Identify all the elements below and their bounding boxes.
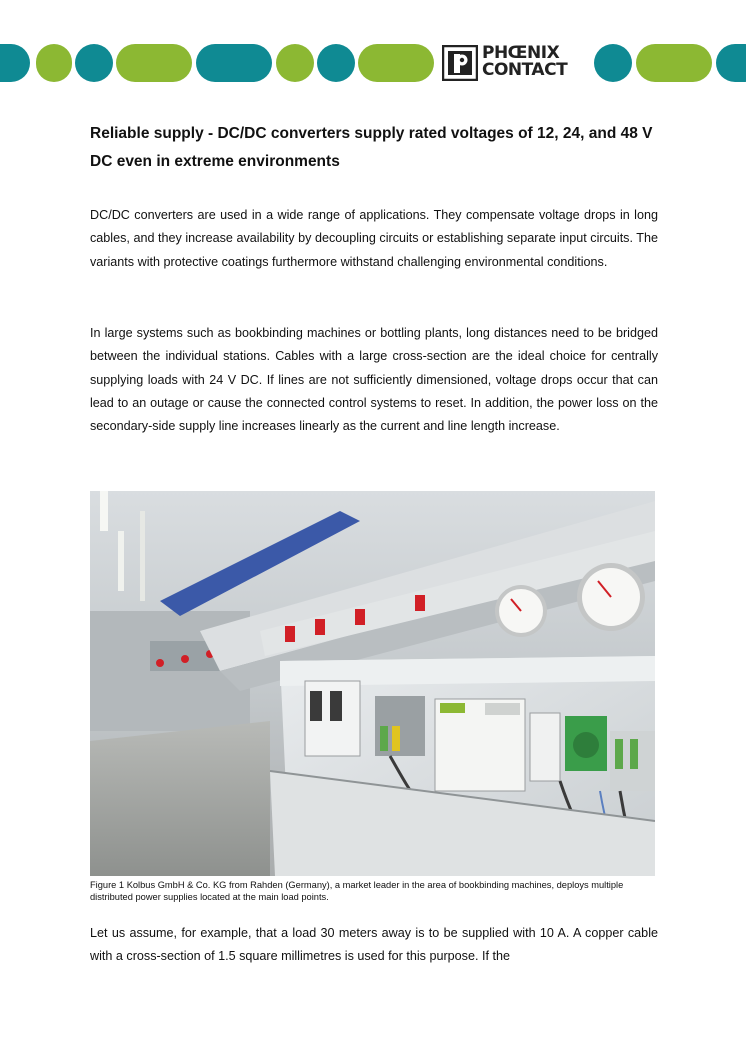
banner-pill: [196, 44, 272, 82]
banner-dot: [36, 44, 72, 82]
paragraph-1: DC/DC converters are used in a wide range of applications. They compensate voltage drops in long cables, and they increase availability by decoupling circuits or establishing separate input circuits. The variants with protective coatings furthermore withstand challenging environmental conditions.: [90, 208, 658, 269]
header-banner: [0, 44, 746, 84]
banner-pill: [116, 44, 192, 82]
banner-dot: [317, 44, 355, 82]
logo-wordmark: [482, 45, 567, 79]
banner-dot: [594, 44, 632, 82]
banner-dot: [0, 44, 30, 82]
banner-pill: [358, 44, 434, 82]
banner-dot: [276, 44, 314, 82]
figure-photo: [90, 491, 655, 876]
banner-dot: [75, 44, 113, 82]
logo-line-2: CONTACT: [482, 60, 568, 80]
banner-pill: [636, 44, 712, 82]
machine-photo-illustration: [90, 491, 655, 876]
paragraph-3: Let us assume, for example, that a load 30 meters away is to be supplied with 10 A. A copper cable with a cross-section of 1.5 square millimetres is used for this purpose. If the: [90, 926, 658, 964]
paragraph-2: In large systems such as bookbinding machines or bottling plants, long distances need to be bridged between the individual stations. Cables with a large cross-section are the ideal choice for centrally supplying loads with 24 V DC. If lines are not sufficiently dimensioned, voltage drops occur that can lead to an outage or cause the connected control systems to reset. In addition, the power loss on the secondary-side supply line increases linearly as the current and line length increase.: [90, 326, 658, 434]
figure-caption: Figure 1 Kolbus GmbH & Co. KG from Rahden (Germany), a market leader in the area of bookbinding machines, deploys multiple distributed power supplies located at the main load points.: [90, 880, 624, 902]
banner-dot: [716, 44, 746, 82]
phoenix-logo-icon: [442, 45, 478, 81]
logo-line-1: PHŒNIX: [482, 43, 560, 63]
document-title: Reliable supply - DC/DC converters supply rated voltages of 12, 24, and 48 V DC even in extreme environments: [90, 125, 653, 170]
phoenix-contact-logo: [438, 44, 590, 84]
